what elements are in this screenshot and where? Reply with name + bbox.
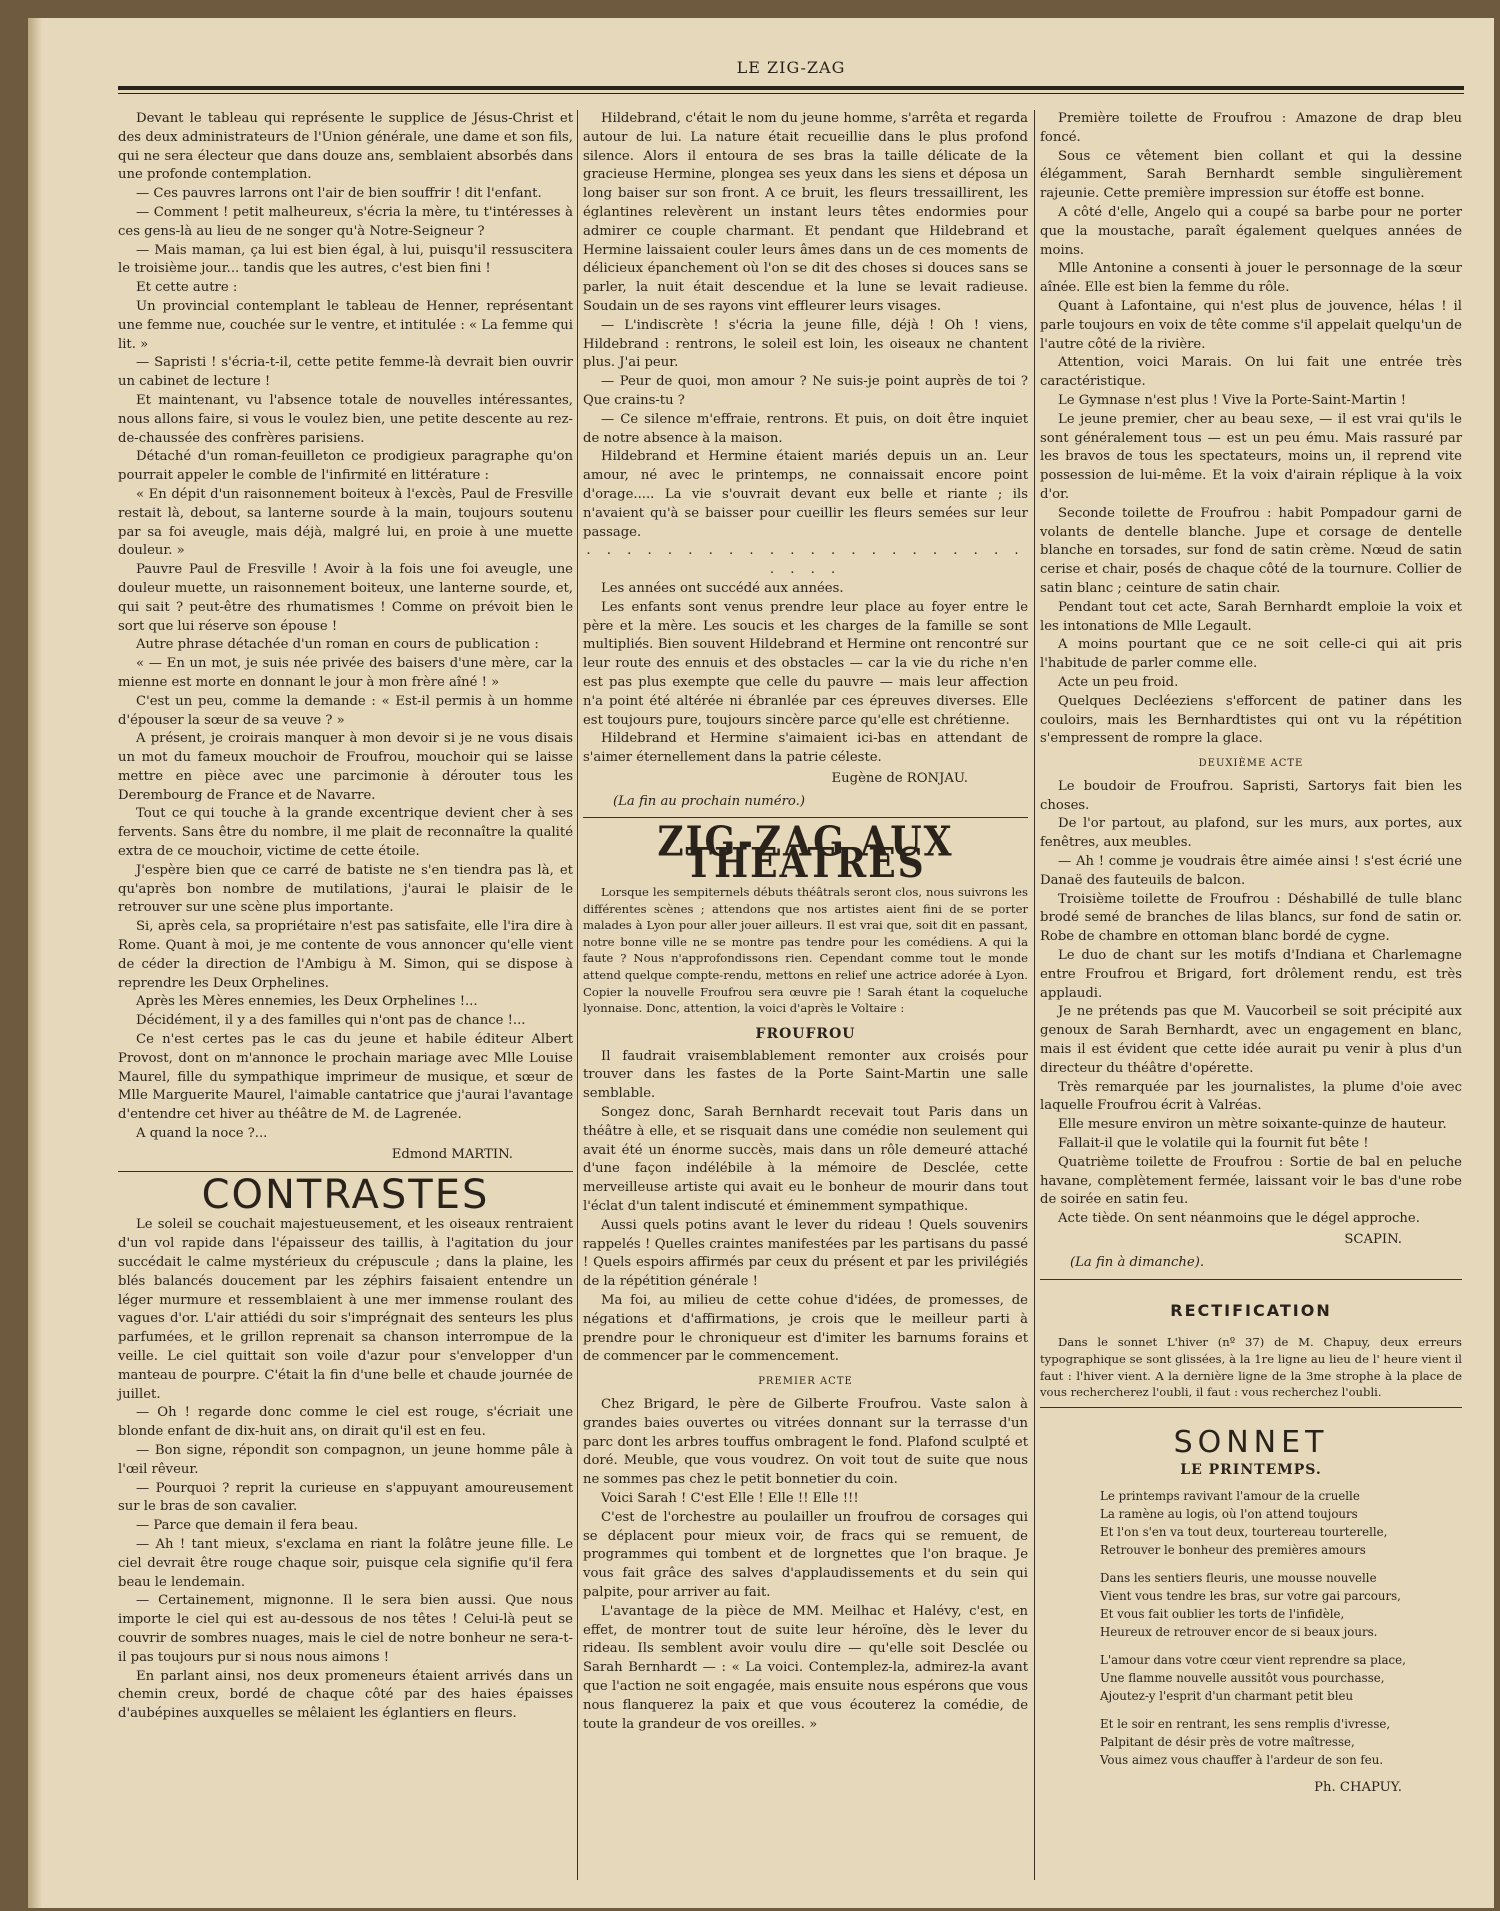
separator-rule bbox=[118, 1171, 573, 1178]
column-2 bbox=[583, 110, 1028, 1734]
poem-line: Et vous fait oublier les torts de l'infidèle, bbox=[1100, 1607, 1345, 1622]
poem-line: Palpitant de désir près de votre maîtresse, bbox=[1100, 1735, 1355, 1750]
paragraph: Voici Sarah ! C'est Elle ! Elle !! Elle !!! bbox=[601, 1490, 859, 1506]
paragraph: A côté d'elle, Angelo qui a coupé sa barbe pour ne porter que la moustache, paraît également quelques années de moins. bbox=[1040, 204, 1462, 258]
paragraph: Pendant tout cet acte, Sarah Bernhardt emploie la voix et les intonations de Mlle Legault. bbox=[1040, 599, 1462, 634]
separator-rule-3 bbox=[1040, 1279, 1462, 1286]
column-3 bbox=[1040, 110, 1462, 1802]
paragraph: Je ne prétends pas que M. Vaucorbeil se soit précipité aux genoux de Sarah Bernhardt, avec un engagement en blanc, mais il est évident que cette idée aurait pu venir à plus d'un directeur du théâtre d'opérette. bbox=[1040, 1004, 1462, 1076]
paragraph: Ce n'est certes pas le cas du jeune et habile éditeur Albert Provost, dont on m'annonce le prochain mariage avec Mlle Louise Maurel, fille du sympathique imprimeur de musique, et sœur de Mlle Marguerite Maurel, l'aimable cantatrice que j'aurai l'avantage d'entendre cet hiver au théâtre de M. de Lagrenée. bbox=[118, 1032, 573, 1123]
poem-line: Vous aimez vous chauffer à l'ardeur de son feu. bbox=[1100, 1753, 1384, 1768]
masthead bbox=[118, 58, 1464, 98]
column-1 bbox=[118, 110, 573, 1724]
paragraph: De l'or partout, au plafond, sur les murs, aux portes, aux fenêtres, aux meubles. bbox=[1040, 816, 1462, 851]
paragraph: Sous ce vêtement bien collant et qui la dessine élégamment, Sarah Bernhardt semble singulièrement rajeunie. Cette première impression sur étoffe est bonne. bbox=[1040, 148, 1462, 202]
paragraph: Quatrième toilette de Froufrou : Sortie de bal en peluche havane, complètement fermée, laissant voir le bas d'une robe de soirée en satin feu. bbox=[1040, 1154, 1462, 1208]
paragraph: Chez Brigard, le père de Gilberte Froufrou. Vaste salon à grandes baies ouvertes ou vitrées donnant sur la terrasse d'un parc dont les arbres touffus ombragent le fond. Plafond sculpté et doré. Meuble, que vous voudrez. On voit tout de suite que nous ne sommes pas chez le petit bonnetier du coin. bbox=[583, 1396, 1028, 1488]
poem-line: Ajoutez-y l'esprit d'un charmant petit bleu bbox=[1100, 1689, 1354, 1704]
paragraph: Ma foi, au milieu de cette cohue d'idées, de promesses, de négations et d'affirmations, je crois que le meilleur parti à prendre pour le chroniqueur est d'imiter les barnums forains et de commencer par le commencement. bbox=[583, 1292, 1028, 1365]
poem-line: Heureux de retrouver encor de si beaux jours. bbox=[1100, 1625, 1378, 1640]
rectification-heading: RECTIFICATION bbox=[1170, 1300, 1332, 1320]
paragraph: Les années ont succédé aux années. bbox=[601, 580, 844, 596]
paragraph: « En dépit d'un raisonnement boiteux à l'excès, Paul de Fresville restait là, debout, sa lanterne sourde à la main, toujours soutenu par sa foi aveugle, mais déjà, malgré lui, en proie à une muette douleur. » bbox=[118, 486, 573, 559]
paragraph: — Ah ! tant mieux, s'exclama en riant la folâtre jeune fille. Le ciel devrait être rouge chaque soir, puisque cela signifie qu'il fera beau le lendemain. bbox=[118, 1536, 573, 1590]
signature-chapuy: Ph. CHAPUY. bbox=[1314, 1780, 1402, 1796]
paragraph: — Mais maman, ça lui est bien égal, à lui, puisqu'il ressuscitera le troisième jour... tandis que les autres, c'est bien fini ! bbox=[118, 242, 573, 277]
paragraph: Les enfants sont venus prendre leur place au foyer entre le père et la mère. Les soucis et les charges de la famille se sont multipliés. Bien souvent Hildebrand et Hermine ont rencontré sur leur route des ennuis et des obstacles — car la vie du riche n'en est pas plus exempte que celle du pauvre — mais leur affection n'a point été altérée ni ébranlée par ces épreuves diverses. Elle est toujours pure, toujours sincère parce qu'elle est chrétienne. bbox=[583, 599, 1028, 728]
poem-line: La ramène au logis, où l'on attend toujours bbox=[1100, 1507, 1358, 1522]
suite-note: (La fin au prochain numéro.) bbox=[613, 793, 805, 809]
paragraph: C'est de l'orchestre au poulailler un froufrou de corsages qui se déplacent pour mieux voir, de fracs qui se remuent, de programmes qui tombent et de lorgnettes que l'on braque. Je vous fait grâce des salves d'applaudissements et du sein qui palpite, pour arriver au fait. bbox=[583, 1509, 1028, 1600]
paragraph: L'avantage de la pièce de MM. Meilhac et Halévy, c'est, en effet, de montrer tout de suite leur héroïne, dès le lever du rideau. Ils semblent avoir voulu dire — qu'elle soit Desclée ou Sarah Bernhardt — : « La voici. Contemplez-la, admirez-la avant que l'action ne soit engagée, mais ensuite nous espérons que vous nous flanquerez la paix et que vous écouterez la comédie, de toute la grandeur de vos oreilles. » bbox=[583, 1603, 1028, 1732]
paragraph: Hildebrand et Hermine étaient mariés depuis un an. Leur amour, né avec le printemps, ne connaissait encore point d'orage..... La vie s'ouvrait devant eux belle et riante ; ils n'avaient qu'à se baisser pour cueillir les fleurs semées sur leur passage. bbox=[583, 449, 1028, 540]
paragraph: Le duo de chant sur les motifs d'Indiana et Charlemagne entre Froufrou et Brigard, fort drôlement rendu, est très applaudi. bbox=[1040, 948, 1462, 1001]
sonnet-heading: SONNET bbox=[1173, 1424, 1329, 1460]
paragraph: Détaché d'un roman-feuilleton ce prodigieux paragraphe qu'on pourrait appeler le comble de l'infirmité en littérature : bbox=[118, 449, 573, 484]
froufrou-paragraphs bbox=[583, 1048, 1028, 1368]
paragraph: Aussi quels potins avant le lever du rideau ! Quels souvenirs rappelés ! Quelles craintes manifestées par les partisans du passé ! Quels espoirs affirmés par ceux du présent et par les privilégiés de la répétition générale ! bbox=[583, 1217, 1028, 1290]
sonnet-poem bbox=[1100, 1487, 1462, 1769]
paragraph: — Ces pauvres larrons ont l'air de bien souffrir ! dit l'enfant. bbox=[136, 186, 542, 202]
poem-line: Et le soir en rentrant, les sens remplis d'ivresse, bbox=[1100, 1717, 1391, 1732]
contrastes-paragraphs bbox=[118, 1216, 573, 1724]
page-title: LE ZIG-ZAG bbox=[736, 58, 846, 77]
paragraph: — Parce que demain il fera beau. bbox=[136, 1518, 359, 1534]
poem-line: Le printemps ravivant l'amour de la cruelle bbox=[1100, 1489, 1360, 1504]
column-divider-1 bbox=[577, 110, 578, 1880]
paragraph: Fallait-il que le volatile qui la fournit fut bête ! bbox=[1058, 1136, 1369, 1152]
paragraph: Elle mesure environ un mètre soixante-quinze de hauteur. bbox=[1058, 1117, 1447, 1133]
paragraph: Décidément, il y a des familles qui n'ont pas de chance !... bbox=[136, 1013, 526, 1029]
paragraph: Songez donc, Sarah Bernhardt recevait tout Paris dans un théâtre à elle, et se risquait dans une comédie non seulement qui avait été un énorme succès, mais dans un rôle demeuré attaché d'une façon indélébile à la mémoire de Desclée, cette merveilleuse artiste qui avait eu le bonheur de mourir dans tout l'éclat d'un talent indiscuté et éminemment sympathique. bbox=[583, 1105, 1028, 1214]
paragraph: J'espère bien que ce carré de batiste ne s'en tiendra pas là, et qu'après bon nombre de mutilations, j'aurai le plaisir de le retrouver sur une scène plus importante. bbox=[118, 862, 573, 916]
paragraph: Première toilette de Froufrou : Amazone de drap bleu foncé. bbox=[1040, 111, 1462, 145]
froufrou-heading: FROUFROU bbox=[755, 1025, 856, 1042]
poem-line: Vient vous tendre les bras, sur votre gai parcours, bbox=[1100, 1589, 1401, 1604]
paragraph: Acte un peu froid. bbox=[1058, 674, 1179, 690]
paragraph: Hildebrand et Hermine s'aimaient ici-bas en attendant de s'aimer éternellement dans la patrie céleste. bbox=[583, 731, 1028, 766]
act1-paragraphs bbox=[583, 1396, 1028, 1734]
paragraph: Le jeune premier, cher au beau sexe, — il est vrai qu'ils le sont généralement tous — est un peu ému. Mais rassuré par les bravos de tous les spectateurs, moins un, il reprend vite possession de lui-même. Et la voix d'airain réplique à la voix d'or. bbox=[1040, 411, 1462, 502]
column-divider-2 bbox=[1034, 110, 1035, 1880]
paragraph: — Certainement, mignonne. Il le sera bien aussi. Que nous importe le ciel qui est au-dessous de nos têtes ! Celui-là peut se couvrir de sombres nuages, mais le ciel de notre bonheur ne sera-t-il pas toujours pur si nous nous aimons ! bbox=[118, 1593, 573, 1665]
paragraph: — Sapristi ! s'écria-t-il, cette petite femme-là devrait bien ouvrir un cabinet de lecture ! bbox=[118, 355, 573, 390]
paragraph: A quand la noce ?... bbox=[136, 1126, 268, 1142]
paragraph: — Pourquoi ? reprit la curieuse en s'appuyant amoureusement sur le bras de son cavalier. bbox=[118, 1480, 573, 1515]
paragraph: — Oh ! regarde donc comme le ciel est rouge, s'écriait une blonde enfant de dix-huit ans, on dirait qu'il est en feu. bbox=[118, 1405, 573, 1440]
paragraph: C'est un peu, comme la demande : « Est-il permis à un homme d'épouser la sœur de sa veuve ? » bbox=[118, 693, 573, 728]
stanza bbox=[1100, 1569, 1462, 1641]
paragraph: Le boudoir de Froufrou. Sapristi, Sartorys fait bien les choses. bbox=[1040, 778, 1462, 813]
signature-scapin: SCAPIN. bbox=[1344, 1232, 1402, 1248]
sonnet-subtitle: LE PRINTEMPS. bbox=[1180, 1461, 1322, 1478]
paragraph: Pauvre Paul de Fresville ! Avoir à la fois une foi aveugle, une douleur muette, un raisonnement boiteux, une lanterne sourde, et, qui sait ? peut-être des rhumatismes ! Comme on prévoit bien le sort que lui réserve son épouse ! bbox=[118, 562, 573, 634]
paragraph: — Ce silence m'effraie, rentrons. Et puis, on doit être inquiet de notre absence à la maison. bbox=[583, 411, 1028, 446]
stanza bbox=[1100, 1715, 1462, 1769]
poem-line: Une flamme nouvelle aussitôt vous pourchasse, bbox=[1100, 1671, 1385, 1686]
poem-line: Dans les sentiers fleuris, une mousse nouvelle bbox=[1100, 1571, 1377, 1586]
dot-separator: . . . . . . . . . . . . . . . . . . . . . . . . . . bbox=[586, 543, 1025, 578]
paragraph: A présent, je croirais manquer à mon devoir si je ne vous disais un mot du fameux mouchoir de Froufrou, mouchoir qui se laisse mettre en pièce avec une parcimonie à dérouter tous les Derembourg de France et de Navarre. bbox=[118, 731, 573, 803]
paragraph: En parlant ainsi, nos deux promeneurs étaient arrivés dans un chemin creux, bordé de chaque côté par des haies épaisses d'aubépines auxquelles se mêlaient les églantiers en fleurs. bbox=[118, 1668, 573, 1722]
act1-heading: PREMIER ACTE bbox=[758, 1376, 853, 1388]
column-1-paragraphs bbox=[118, 110, 573, 1144]
paragraph: — Comment ! petit malheureux, s'écria la mère, tu t'intéresses à ces gens-là au lieu de ne songer qu'à Notre-Seigneur ? bbox=[118, 204, 573, 239]
column-2-paragraphs bbox=[583, 110, 1028, 542]
paragraph: Et cette autre : bbox=[136, 280, 238, 296]
rectification-text: Dans le sonnet L'hiver (nº 37) de M. Chapuy, deux erreurs typographique se sont glissées, à la 1re ligne au lieu de l' heure vient il faut : l'hiver vient. A la dernière ligne de la 3me strophe à la place de vous rechercherez l'oubli, il faut : vous recherchez l'oubli. bbox=[1040, 1335, 1462, 1400]
paragraph: Très remarquée par les journalistes, la plume d'oie avec laquelle Froufrou écrit à Valréas. bbox=[1040, 1079, 1462, 1114]
contrastes-heading: CONTRASTES bbox=[201, 1171, 490, 1218]
signature-martin: Edmond MARTIN. bbox=[391, 1146, 513, 1162]
paragraph: Acte tiède. On sent néanmoins que le dégel approche. bbox=[1058, 1211, 1420, 1227]
stanza bbox=[1100, 1487, 1462, 1559]
paragraph: Il faudrait vraisemblablement remonter aux croisés pour trouver dans les fastes de la Porte Saint-Martin une salle semblable. bbox=[583, 1048, 1028, 1102]
theatres-heading: ZIG-ZAG AUX THÉATRES bbox=[657, 817, 954, 888]
theatres-intro: Lorsque les sempiternels débuts théâtrals seront clos, nous suivrons les différentes scènes ; attendons que nos artistes aient fini de se porter malades à Lyon pour aller jouer ailleurs. Il est vrai que, soit dit en passant, notre bonne ville ne se montre pas tendre pour les comédiens. A qui la faute ? Nous n'approfondissons rien. Cependant comme tout le monde attend quelque compte-rendu, mettons en relief une actrice adorée à Lyon. Copier la nouvelle Froufrou sera œuvre pie ! Sarah étant la coqueluche lyonnaise. Donc, attention, la voici d'après le Voltaire : bbox=[583, 885, 1028, 1016]
separator-rule-4 bbox=[1040, 1407, 1462, 1414]
paragraph: — Ah ! comme je voudrais être aimée ainsi ! s'est écrié une Danaë des fauteuils de balcon. bbox=[1040, 854, 1462, 888]
suite-note-2: (La fin à dimanche). bbox=[1070, 1254, 1205, 1270]
paragraph: Quant à Lafontaine, qui n'est plus de jouvence, hélas ! il parle toujours en voix de tête comme s'il appelait quelqu'un de l'autre côté de la rivière. bbox=[1040, 298, 1462, 352]
paragraph: Après les Mères ennemies, les Deux Orphelines !... bbox=[136, 994, 478, 1010]
paragraph: « — En un mot, je suis née privée des baisers d'une mère, car la mienne est morte en donnant le jour à mon frère aîné ! » bbox=[118, 656, 573, 690]
paragraph: Seconde toilette de Froufrou : habit Pompadour garni de volants de dentelle blanche. Jupe et corsage de dentelle blanche en torsades, sur fond de satin crème. Nœud de satin cerise et chair, posés de chaque côté de la tournure. Collier de satin blanc ; ceinture de satin chair. bbox=[1040, 505, 1462, 596]
paragraph: — Bon signe, répondit son compagnon, un jeune homme pâle à l'œil rêveur. bbox=[118, 1442, 573, 1477]
poem-line: L'amour dans votre cœur vient reprendre sa place, bbox=[1100, 1653, 1406, 1668]
paragraph: Si, après cela, sa propriétaire n'est pas satisfaite, elle l'ira dire à Rome. Quant à moi, je me contente de vous annoncer qu'elle vient de céder la direction de l'Ambigu à M. Simon, qui se dispose à reprendre les Deux Orphelines. bbox=[118, 919, 573, 991]
header-rule-thin bbox=[118, 93, 1464, 94]
signature-ronjau: Eugène de RONJAU. bbox=[831, 770, 968, 786]
paragraph: Le soleil se couchait majestueusement, et les oiseaux rentraient d'un vol rapide dans l'épaisseur des taillis, à l'agitation du jour succédait le calme mystérieux du crépuscule ; dans la plaine, les blés balancés doucement par les zéphirs faisaient entendre un léger murmure et ressemblaient à une mer immense roulant des vagues d'or. L'air attiédi du soir s'imprégnait des senteurs les plus parfumées, et le grillon reprenait sa chanson interrompue de la veille. Le ciel quittait son voile d'azur pour s'envelopper d'un manteau de pourpre. C'était la fin d'une belle et chaude journée de juillet. bbox=[118, 1217, 573, 1402]
paragraph: Le Gymnase n'est plus ! Vive la Porte-Saint-Martin ! bbox=[1058, 392, 1407, 408]
paragraph: Hildebrand, c'était le nom du jeune homme, s'arrêta et regarda autour de lui. La nature était recueillie dans le plus profond silence. Alors il entoura de ses bras la taille délicate de la gracieuse Hermine, plongea ses yeux dans les siens et déposa un long baiser sur son front. A ce bruit, les fleurs tressaillirent, les églantines relevèrent un instant leurs têtes endormies pour admirer ce couple charmant. Et pendant que Hildebrand et Hermine laissaient couler leurs âmes dans un de ces moments de délicieux épanchement où l'on se dit des choses si douces sans se parler, la nuit était descendue et la lune se levait radieuse. Soudain un de ses rayons vint effleurer leurs visages. bbox=[583, 111, 1028, 314]
stanza bbox=[1100, 1651, 1462, 1705]
act2-paragraphs bbox=[1040, 778, 1462, 1229]
newspaper-page bbox=[28, 18, 1494, 1908]
paragraph: A moins pourtant que ce ne soit celle-ci qui ait pris l'habitude de parler comme elle. bbox=[1040, 637, 1462, 672]
paragraph: Mlle Antonine a consenti à jouer le personnage de la sœur aînée. Elle est bien la femme du rôle. bbox=[1040, 261, 1462, 296]
paragraph: Attention, voici Marais. On lui fait une entrée très caractéristique. bbox=[1040, 355, 1462, 390]
paragraph: Et maintenant, vu l'absence totale de nouvelles intéressantes, nous allons faire, si vous le voulez bien, une petite descente au rez-de-chaussée des confrères parisiens. bbox=[118, 392, 573, 446]
paragraph: Un provincial contemplant le tableau de Henner, représentant une femme nue, couchée sur le ventre, et intitulée : « La femme qui lit. » bbox=[118, 298, 573, 352]
paragraph: Devant le tableau qui représente le supplice de Jésus-Christ et des deux administrateurs de l'Union générale, une dame et son fils, qui ne sera électeur que dans douze ans, semblaient absorbés dans une profonde contemplation. bbox=[118, 111, 573, 183]
header-rule-thick bbox=[118, 86, 1464, 90]
paragraph: — Peur de quoi, mon amour ? Ne suis-je point auprès de toi ? Que crains-tu ? bbox=[583, 374, 1028, 408]
column-2-paragraphs-2 bbox=[583, 580, 1028, 768]
paragraph: Quelques Decléeziens s'efforcent de patiner dans les couloirs, mais les Bernhardtistes qui ont vu la répétition s'empressent de rompre la glace. bbox=[1040, 693, 1462, 747]
column-3-paragraphs bbox=[1040, 110, 1462, 749]
poem-line: Retrouver le bonheur des premières amours bbox=[1100, 1543, 1366, 1558]
paragraph: — L'indiscrète ! s'écria la jeune fille, déjà ! Oh ! viens, Hildebrand : rentrons, le soleil est loin, les oiseaux ne chantent plus. J'ai peur. bbox=[583, 317, 1028, 371]
paragraph: Tout ce qui touche à la grande excentrique devient cher à ses fervents. Sans être du nombre, il me plait de reconnaître la qualité extra de ce mouchoir, victime de cette étoile. bbox=[118, 806, 573, 860]
act2-heading: DEUXIÈME ACTE bbox=[1198, 758, 1304, 770]
paragraph: Troisième toilette de Froufrou : Déshabillé de tulle blanc brodé semé de branches de lilas blancs, sur fond de satin or. Robe de chambre en ottoman blanc bordé de cygne. bbox=[1040, 891, 1462, 945]
poem-line: Et l'on s'en va tout deux, tourtereau tourterelle, bbox=[1100, 1525, 1388, 1540]
paragraph: Autre phrase détachée d'un roman en cours de publication : bbox=[136, 637, 539, 653]
